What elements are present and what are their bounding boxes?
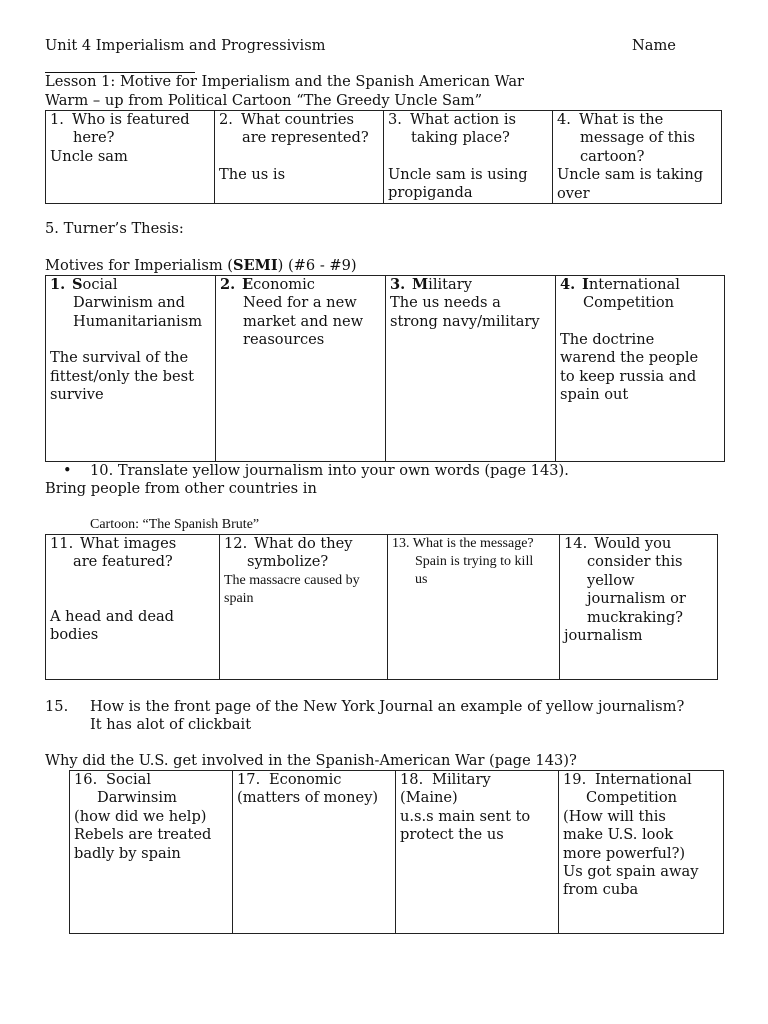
answer-text: The us is [219,165,286,183]
unit-title: Unit 4 Imperialism and Progressivism [45,37,326,54]
answer-text: Uncle sam is taking [557,166,704,184]
table1-cell-1: 1. Who is featured here? Uncle sam [46,111,215,204]
why-economic-cell: 17. Economic (matters of money) [233,771,396,934]
answer-10: Bring people from other countries in [45,480,317,497]
why-international-cell: 19. International Competition (How will this make U.S. look more powerful?) Us got spain away from cuba [559,771,724,934]
answer-text: Uncle sam is using [388,165,528,183]
bullet: • [63,462,72,479]
q15-answer: It has alot of clickbait [90,716,252,733]
why-military-cell: 18. Military (Maine) u.s.s main sent to protect the us [396,771,559,934]
warmup-line: Warm – up from Political Cartoon “The Greedy Uncle Sam” [45,92,483,109]
why-question: Why did the U.S. get involved in the Spanish-American War (page 143)? [45,752,577,769]
question-10: 10. Translate yellow journalism into your own words (page 143). [90,462,569,479]
answer-text: over [557,184,590,202]
spanish-brute-table [45,534,718,680]
q15-number: 15. [45,698,69,715]
semi-table [45,275,725,462]
q15-question: How is the front page of the New York Journal an example of yellow journalism? [90,698,685,715]
why-table [69,770,724,934]
table1-cell-2: 2. What countries are represented? The us is [215,111,384,204]
cartoon-caption: Cartoon: “The Spanish Brute” [90,517,260,532]
answer-text: propiganda [388,184,473,202]
semi-international-cell: 4. International Competition The doctrine warend the people to keep russia and spain out [556,276,725,462]
semi-heading: Motives for Imperialism (SEMI) (#6 - #9) [45,257,357,274]
why-social-cell: 16. Social Darwinsim (how did we help) Rebels are treated badly by spain [70,771,233,934]
semi-military-cell: 3. Military The us needs a strong navy/military [386,276,556,462]
cartoon2-cell-12: 12. What do they symbolize? The massacre caused by spain [220,535,388,680]
answer-text: Uncle sam [50,147,128,165]
table1-cell-4: 4. What is the message of this cartoon? Uncle sam is taking over [553,111,722,204]
cartoon2-cell-13: 13. What is the message? Spain is trying to kill us [388,535,560,680]
lesson-title: Lesson 1: Motive for Imperialism and the Spanish American War [45,73,525,90]
name-label: Name [632,37,676,54]
cartoon2-cell-14: 14. Would you consider this yellow journalism or muckraking? journalism [560,535,718,680]
cartoon2-cell-11: 11. What images are featured? A head and dead bodies [46,535,220,680]
table1-cell-3: 3. What action is taking place? Uncle sam is using propiganda [384,111,553,204]
turner-thesis: 5. Turner’s Thesis: [45,220,184,237]
semi-social-cell: 1. Social Darwinism and Humanitarianism The survival of the fittest/only the best survive [46,276,216,462]
semi-economic-cell: 2. Economic Need for a new market and new reasources [216,276,386,462]
cartoon-questions-table [45,110,722,204]
